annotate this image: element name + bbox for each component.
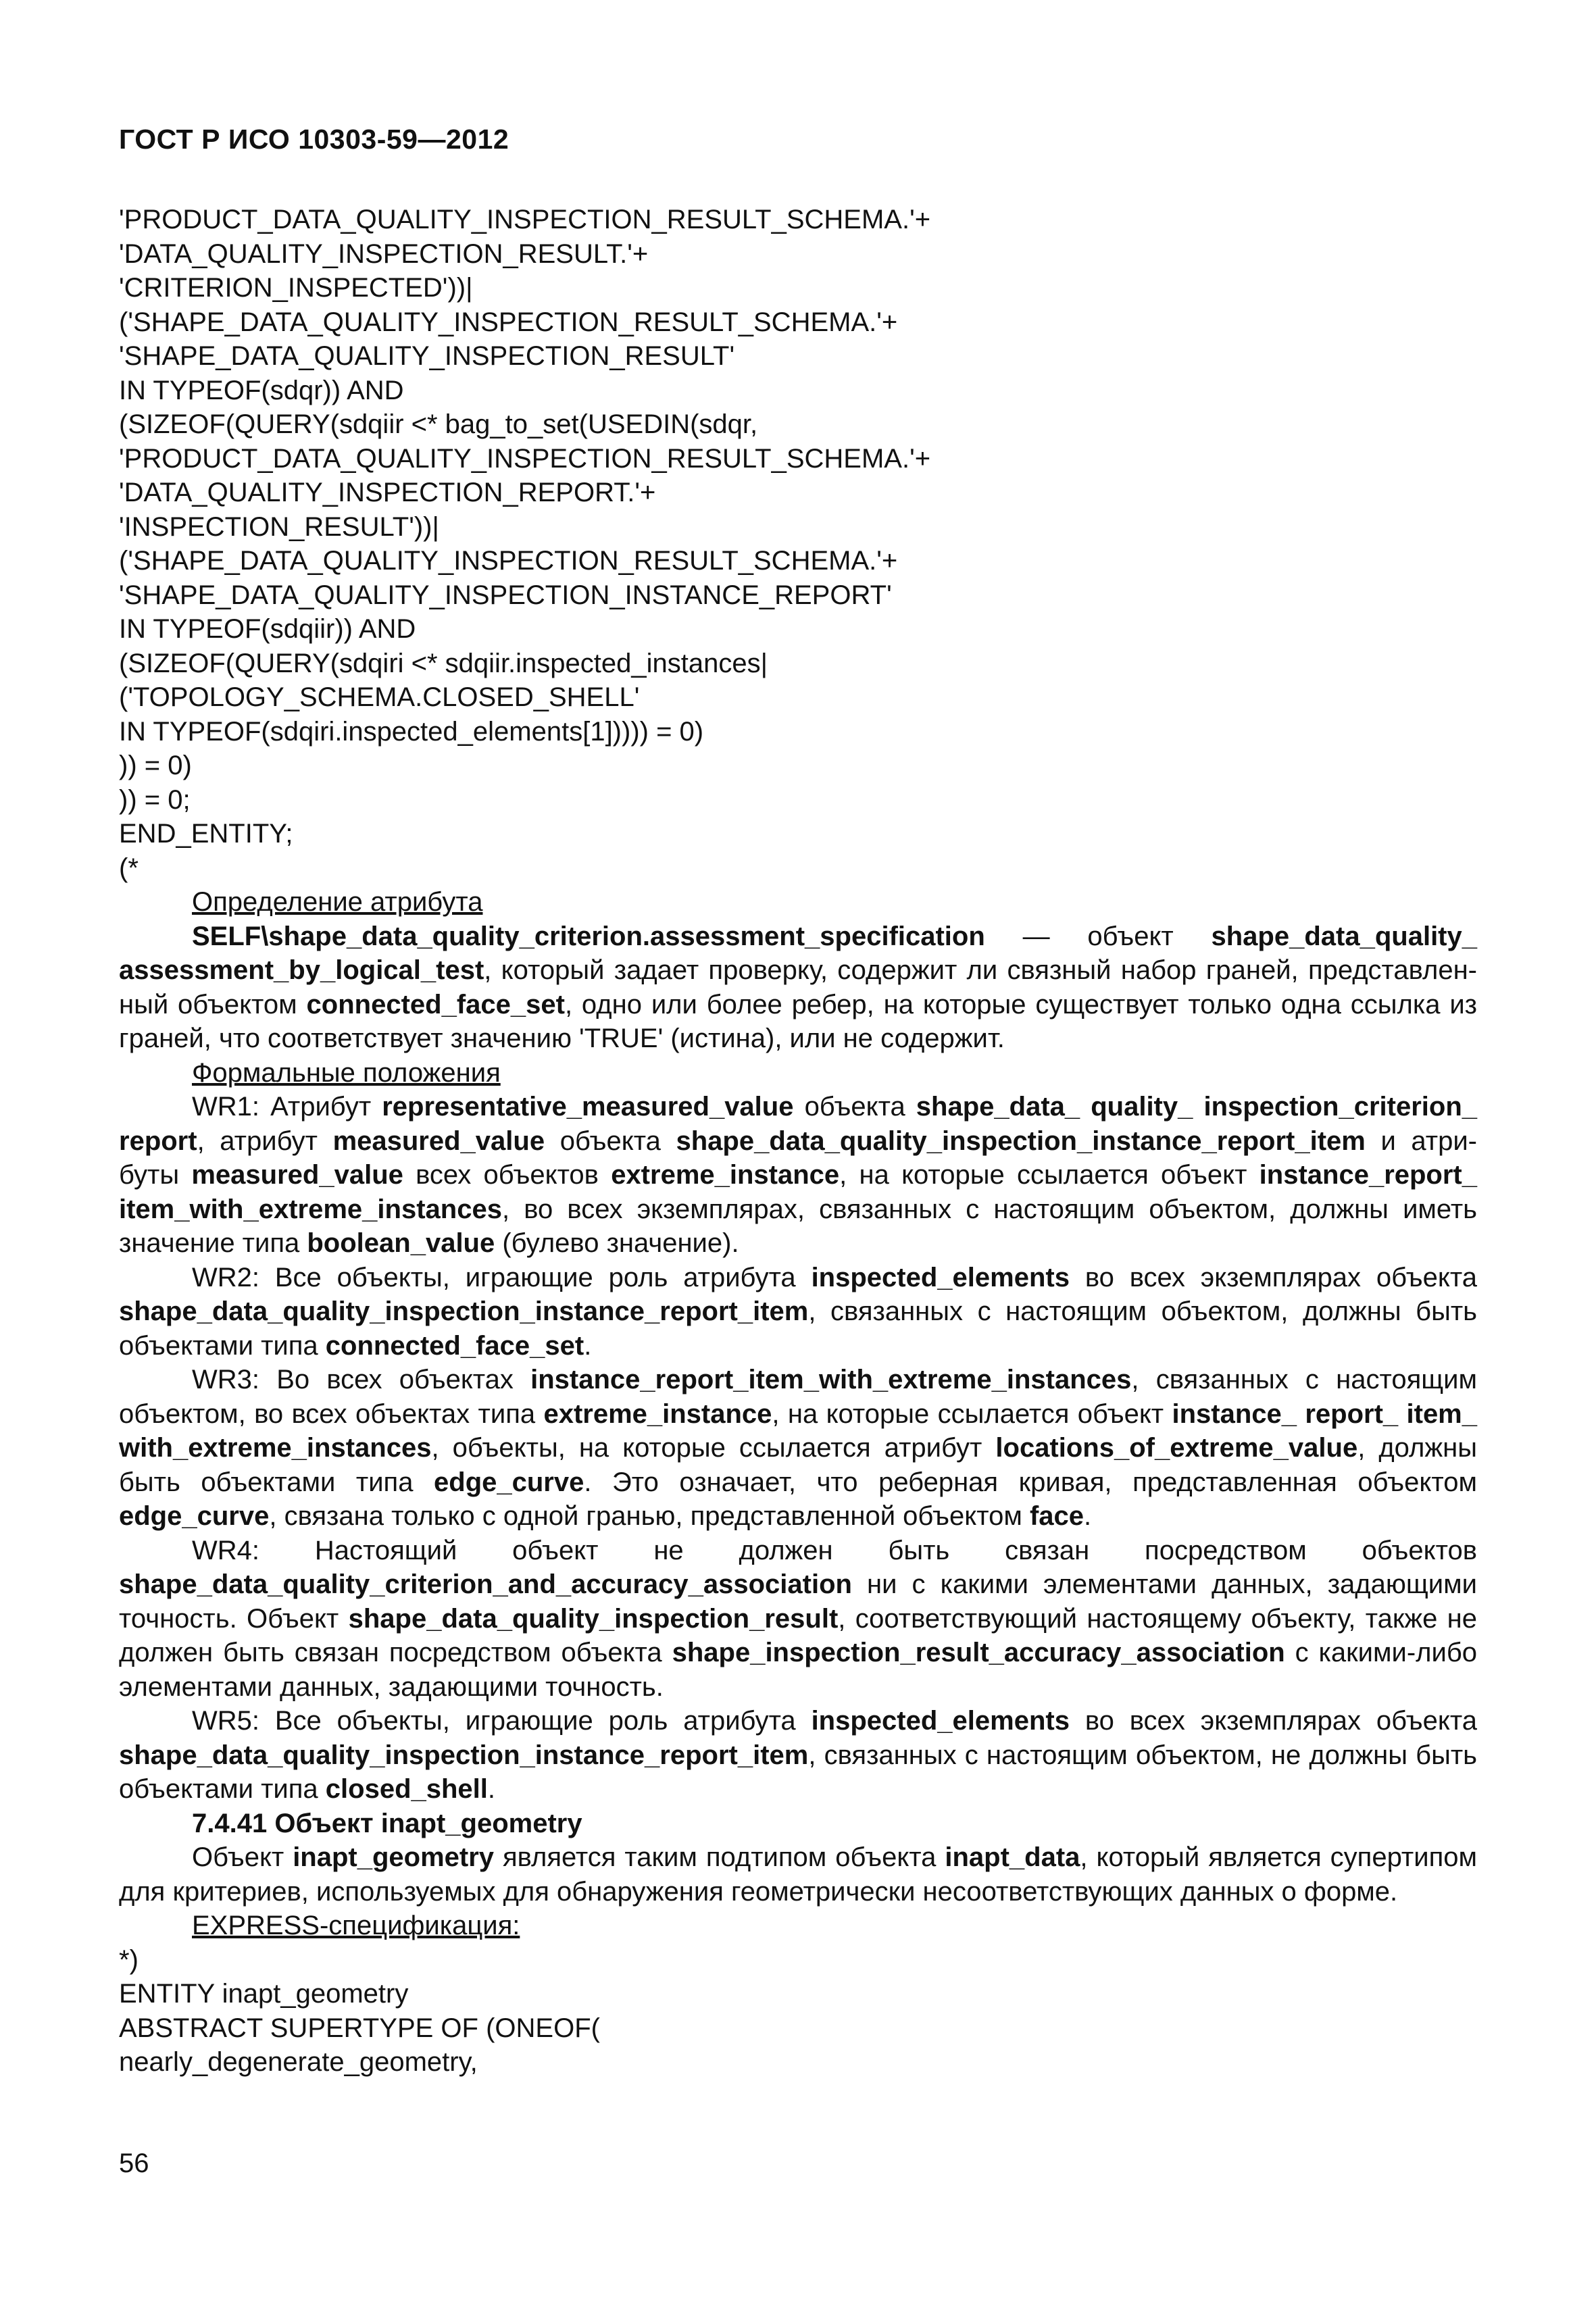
- code-line: nearly_degenerate_geometry,: [119, 2047, 478, 2077]
- attribute-definition-heading: Определение атрибута: [192, 887, 483, 917]
- section-heading: 7.4.41 Объект inapt_geometry: [192, 1808, 582, 1838]
- document-body: [119, 885, 1477, 2080]
- rule-wr4: shape_data_quality_criterion_and_accuracy_association ни с какими элементами данных, задающими точность. Объект shape_data_quality_inspection_result, соответствующий настоящему объекту, также не должен быть связан посредством объекта shape_inspection_result_accuracy_association с какими-либо элементами данных, задающими точность.: [119, 1569, 1478, 1702]
- code-line: *): [119, 1944, 139, 1975]
- code-line: (SIZEOF(QUERY(sdqiri <* sdqiir.inspected_instances|: [119, 648, 768, 678]
- rule-wr4-first-line: WR4: Настоящий объект не должен быть связан посредством объектов: [192, 1535, 1477, 1565]
- code-line: 'CRITERION_INSPECTED'))|: [119, 273, 473, 303]
- code-line: END_ENTITY;: [119, 819, 293, 849]
- code-line: 'PRODUCT_DATA_QUALITY_INSPECTION_RESULT_SCHEMA.'+: [119, 205, 931, 234]
- code-line: ('TOPOLOGY_SCHEMA.CLOSED_SHELL': [119, 682, 640, 712]
- rule-wr2: WR2: Все объекты, играющие роль атрибута inspected_elements во всех экземплярах объекта shape_data_quality_inspection_instance_report_item, связанных с настоящим объектом, должны быть объектами типа connected_face_set.: [119, 1262, 1477, 1361]
- code-line: 'SHAPE_DATA_QUALITY_INSPECTION_INSTANCE_REPORT': [119, 580, 892, 610]
- code-line: )) = 0;: [119, 784, 191, 815]
- code-line: IN TYPEOF(sdqiir)) AND: [119, 614, 416, 644]
- rule-wr1: WR1: Атрибут representative_measured_value объекта shape_data_ quality_ inspection_criterion_ report, атрибут measured_value объекта shape_data_quality_inspection_instance_report_item и атри-буты measured_value всех объектов extreme_instance, на которые ссылается объект instance_report_ item_with_extreme_instances, во всех экземплярах, связанных с настоящим объектом, должны иметь значение типа boolean_value (булево значение).: [119, 1092, 1478, 1258]
- rule-wr5: WR5: Все объекты, играющие роль атрибута inspected_elements во всех экземплярах объекта shape_data_quality_inspection_instance_report_item, связанных с настоящим объектом, не должны быть объектами типа closed_shell.: [119, 1706, 1477, 1804]
- code-line: IN TYPEOF(sdqiri.inspected_elements[1])))) = 0): [119, 716, 704, 747]
- code-line: 'DATA_QUALITY_INSPECTION_RESULT.'+: [119, 238, 649, 269]
- code-line: 'PRODUCT_DATA_QUALITY_INSPECTION_RESULT_SCHEMA.'+: [119, 443, 931, 474]
- express-specification-heading: EXPRESS-спецификация:: [192, 1911, 520, 1940]
- code-line: ABSTRACT SUPERTYPE OF (ONEOF(: [119, 2013, 600, 2043]
- code-line: ('SHAPE_DATA_QUALITY_INSPECTION_RESULT_SCHEMA.'+: [119, 307, 898, 337]
- code-line: 'INSPECTION_RESULT'))|: [119, 511, 439, 542]
- code-line: 'SHAPE_DATA_QUALITY_INSPECTION_RESULT': [119, 341, 735, 371]
- code-line: (*: [119, 853, 139, 883]
- code-line: IN TYPEOF(sdqr)) AND: [119, 375, 404, 405]
- code-line: ENTITY inapt_geometry: [119, 1979, 409, 2009]
- code-line: )) = 0): [119, 751, 192, 780]
- document-header: ГОСТ Р ИСО 10303-59—2012: [119, 124, 509, 155]
- formal-propositions-heading: Формальные положения: [192, 1057, 501, 1088]
- attribute-definition-paragraph: SELF\shape_data_quality_criterion.assessment_specification — объект shape_data_quality_ assessment_by_logical_test, который задает проверку, содержит ли связный набор граней, представлен-ный объектом connected_face_set, одно или более ребер, на которые существует только одна ссылка из граней, что соответствует значению 'TRUE' (истина), или не содержит.: [119, 921, 1477, 1053]
- express-code-block-2: [119, 1943, 1477, 2080]
- rule-wr3: WR3: Во всех объектах instance_report_item_with_extreme_instances, связанных с настоящим объектом, во всех объектах типа extreme_instance, на которые ссылается объект instance_ report_ item_ with_extreme_instances, объекты, на которые ссылается атрибут locations_of_extreme_value, должны быть объектами типа edge_curve. Это означает, что реберная кривая, представленная объектом edge_curve, связана только с одной гранью, представленной объектом face.: [119, 1365, 1478, 1531]
- code-line: (SIZEOF(QUERY(sdqiir <* bag_to_set(USEDIN(sdqr,: [119, 409, 758, 439]
- express-code-block: [119, 203, 1484, 885]
- section-paragraph: Объект inapt_geometry является таким подтипом объекта inapt_data, который является супертипом для критериев, используемых для обнаружения геометрически несоответствующих данных о форме.: [119, 1842, 1478, 1907]
- page-number: 56: [119, 2148, 149, 2178]
- code-line: 'DATA_QUALITY_INSPECTION_REPORT.'+: [119, 478, 656, 507]
- code-line: ('SHAPE_DATA_QUALITY_INSPECTION_RESULT_SCHEMA.'+: [119, 546, 898, 576]
